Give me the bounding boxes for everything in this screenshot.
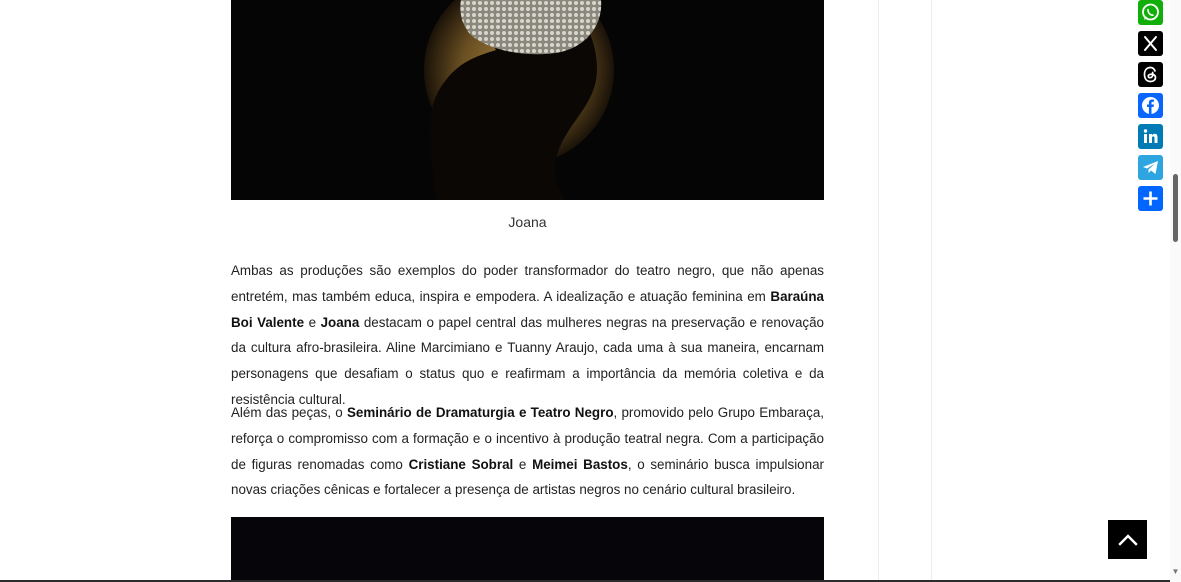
- article-paragraph: [231, 258, 824, 413]
- share-more-button[interactable]: [1138, 186, 1163, 211]
- x-share-button[interactable]: [1138, 31, 1163, 56]
- linkedin-share-button[interactable]: [1138, 124, 1163, 149]
- sidebar-divider: [931, 0, 932, 582]
- sidebar-divider: [878, 0, 879, 582]
- article-paragraph: [231, 400, 824, 503]
- photo-joana-image: [231, 0, 824, 200]
- article-photo-second: [231, 517, 824, 582]
- seminar-title-bold: Seminário de Dramaturgia e Teatro Negro: [346, 405, 614, 420]
- scrollbar-thumb[interactable]: [1173, 174, 1178, 242]
- chevron-up-icon: [1118, 533, 1138, 547]
- paragraph-text: , o seminário busca impulsionar novas criações cênicas e fortalecer a presença de artistas negros no cenário cultural brasileiro.: [231, 456, 824, 498]
- page-scrollbar[interactable]: [1170, 0, 1181, 582]
- paragraph-text: e: [304, 314, 321, 330]
- telegram-share-button[interactable]: [1138, 155, 1163, 180]
- person-name-bold: Meimei Bastos: [532, 456, 628, 472]
- paragraph-text: destacam o papel central das mulheres negras na preservação e renovação da cultura afro-brasileira. Aline Marcimiano e Tuanny Araujo, cada uma à sua maneira, encarnam personagens que desafiam o status quo e reafirmam a importância da memória coletiva e da resistência cultural.: [231, 314, 825, 407]
- paragraph-text: Além das peças, o: [231, 405, 347, 420]
- linkedin-icon: [1138, 124, 1163, 149]
- x-icon: [1138, 31, 1163, 56]
- telegram-icon: [1138, 155, 1163, 180]
- play-title-bold: Joana: [320, 314, 360, 330]
- article-photo-joana: [231, 0, 824, 200]
- paragraph-text: , promovido pelo Grupo Embaraça, reforça o compromisso com a formação e o incentivo à produção teatral negra. Com a participação de figuras renomadas como: [231, 405, 824, 472]
- facebook-icon: [1138, 93, 1163, 118]
- threads-share-button[interactable]: [1138, 62, 1163, 87]
- paragraph-text: e: [513, 456, 533, 472]
- share-plus-icon: [1138, 186, 1163, 211]
- whatsapp-share-button[interactable]: [1138, 0, 1163, 25]
- facebook-share-button[interactable]: [1138, 93, 1163, 118]
- scroll-down-arrow-icon[interactable]: ▼: [1171, 567, 1180, 576]
- photo-caption: Joana: [508, 214, 547, 230]
- back-to-top-button[interactable]: [1108, 520, 1147, 559]
- paragraph-text: Ambas as produções são exemplos do poder transformador do teatro negro, que não apenas entretém, mas também educa, inspira e empodera. A idealização e atuação feminina em: [231, 263, 824, 304]
- whatsapp-icon: [1138, 0, 1163, 25]
- play-title-bold: Baraúna Boi Valente: [231, 288, 824, 330]
- person-name-bold: Cristiane Sobral: [408, 456, 514, 472]
- threads-icon: [1138, 62, 1163, 87]
